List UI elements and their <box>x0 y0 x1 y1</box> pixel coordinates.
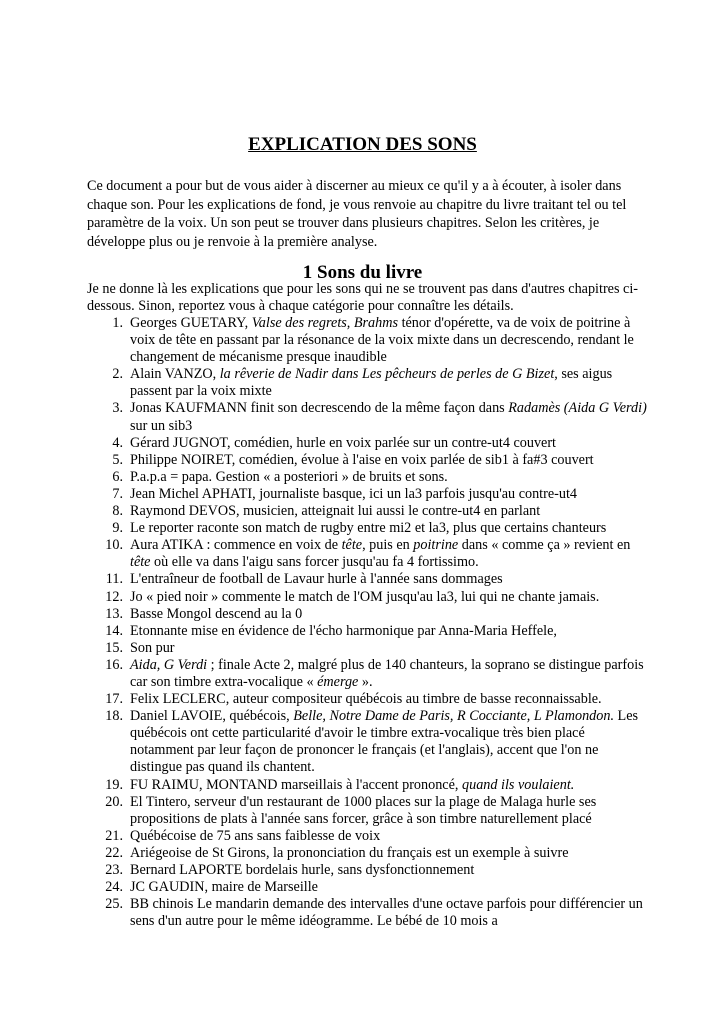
text-fragment: Etonnante mise en évidence de l'écho harmonique par Anna-Maria Heffele, <box>130 622 557 639</box>
text-fragment: Philippe NOIRET, comédien, évolue à l'aise en voix parlée de sib1 à fa#3 couvert <box>130 451 594 468</box>
text-fragment: Son pur <box>130 639 175 656</box>
text-fragment: Basse Mongol descend au la 0 <box>130 605 303 622</box>
italic-title-fragment: poitrine <box>413 537 459 554</box>
text-fragment: Jean Michel APHATI, journaliste basque, ici un la3 parfois jusqu'au contre-ut4 <box>130 485 577 502</box>
text-fragment: Québécoise de 75 ans sans faiblesse de voix <box>130 827 381 844</box>
section-heading: 1 Sons du livre <box>302 262 423 283</box>
text-fragment: Georges GUETARY, <box>130 315 252 331</box>
list-item-text <box>130 606 647 623</box>
list-item <box>87 708 647 776</box>
italic-title-fragment: la rêverie de Nadir dans Les pêcheurs de perles de G Bizet <box>219 366 555 383</box>
list-item <box>87 777 647 794</box>
text-fragment: , puis en <box>362 537 414 554</box>
list-item-number: 9. <box>112 520 123 537</box>
italic-title-fragment: Belle, Notre Dame de Paris, R Cocciante, L Plamondon. <box>293 708 614 725</box>
text-fragment: FU RAIMU, MONTAND marseillais à l'accent prononcé, <box>130 776 462 793</box>
list-item-number: 10. <box>105 537 123 554</box>
list-item-text <box>130 315 647 366</box>
list-item-text <box>130 691 647 708</box>
list-item-number: 4. <box>112 434 123 451</box>
list-item-text <box>130 862 647 879</box>
list-item <box>87 640 647 657</box>
list-item-number: 17. <box>105 691 123 708</box>
list-item-number: 2. <box>112 366 123 383</box>
text-fragment: Ariégeoise de St Girons, la prononciation du français est un exemple à suivre <box>130 844 569 861</box>
text-fragment: Bernard LAPORTE bordelais hurle, sans dysfonctionnement <box>130 862 475 878</box>
list-item-text <box>130 879 647 896</box>
intro-paragraph: Ce document a pour but de vous aider à discerner au mieux ce qu'il y a à écouter, à isoler dans chaque son. Pour les explications de fond, je vous renvoie au chapitre du livre traitant tel ou tel paramètre de la voix. Un son peut se trouver dans plusieurs chapitres. Selon les critères, je développe plus ou je renvoie à la première analyse. <box>87 178 627 250</box>
list-item <box>87 486 647 503</box>
list-item-number: 1. <box>112 315 123 331</box>
list-item-number: 16. <box>105 656 123 673</box>
list-item-number: 14. <box>105 622 123 639</box>
list-item <box>87 503 647 520</box>
list-item-text <box>130 708 647 776</box>
list-item <box>87 469 647 486</box>
text-fragment: ténor d'opérette, va de voix de poitrine à voix de tête en passant par la résonance de la voix mixte dans un decrescendo, rendant le changement de mécanisme presque inaudible <box>130 315 634 366</box>
list-item-text <box>130 400 647 434</box>
list-item-text <box>130 845 647 862</box>
list-item-text <box>130 828 647 845</box>
list-item-number: 7. <box>112 485 123 502</box>
list-item <box>87 315 647 366</box>
text-fragment: Felix LECLERC, auteur compositeur québécois au timbre de basse reconnaissable. <box>130 691 602 708</box>
list-item <box>87 879 647 896</box>
list-item-number: 5. <box>112 451 123 468</box>
list-item-text <box>130 794 647 828</box>
list-item <box>87 691 647 708</box>
italic-title-fragment: quand ils voulaient. <box>462 776 575 793</box>
text-fragment: Gérard JUGNOT, comédien, hurle en voix parlée sur un contre-ut4 couvert <box>130 434 556 451</box>
text-fragment: sur un sib3 <box>130 417 193 434</box>
list-item-text <box>130 537 647 571</box>
list-item <box>87 794 647 828</box>
list-item-text <box>130 571 647 588</box>
list-item-text <box>130 366 647 400</box>
list-item-number: 13. <box>105 605 123 622</box>
list-item <box>87 862 647 879</box>
list-item <box>87 366 647 400</box>
list-item-number: 11. <box>105 571 123 588</box>
italic-title-fragment: Valse des regrets, Brahms <box>251 315 399 331</box>
document-title: EXPLICATION DES SONS <box>248 134 477 155</box>
list-item <box>87 845 647 862</box>
text-fragment: BB chinois Le mandarin demande des intervalles d'une octave parfois pour différencier un sens d'un autre pour le même idéogramme. Le bébé de 10 mois a <box>130 896 643 930</box>
list-item-number: 8. <box>112 503 123 520</box>
italic-title-fragment: Radamès (Aida G Verdi) <box>508 400 647 417</box>
italic-title-fragment: tête <box>130 554 151 571</box>
list-item <box>87 606 647 623</box>
list-item <box>87 452 647 469</box>
text-fragment: P.a.p.a = papa. Gestion « a posteriori » de bruits et sons. <box>130 468 448 485</box>
text-fragment: ; finale Acte 2, malgré plus de 140 chanteurs, la soprano se distingue parfois car son timbre extra-vocalique « <box>130 656 644 690</box>
list-item <box>87 400 647 434</box>
list-item <box>87 537 647 571</box>
text-fragment: ». <box>358 673 373 690</box>
text-fragment: Jo « pied noir » commente le match de l'OM jusqu'au la3, lui qui ne chante jamais. <box>130 588 600 605</box>
list-item-text <box>130 896 647 930</box>
text-fragment: JC GAUDIN, maire de Marseille <box>130 879 318 896</box>
list-item <box>87 623 647 640</box>
text-fragment: dans « comme ça » revient en <box>458 537 631 554</box>
section-intro: Je ne donne là les explications que pour les sons qui ne se trouvent pas dans d'autres chapitres ci-dessous. Sinon, reportez vous à chaque catégorie pour connaître les détails. <box>87 281 638 315</box>
list-item-text <box>130 435 647 452</box>
list-item-number: 18. <box>105 708 123 725</box>
text-fragment: El Tintero, serveur d'un restaurant de 1000 places sur la plage de Malaga hurle ses propositions de plats à l'année sans forcer, grâce à son timbre naturellement placé <box>130 793 597 827</box>
text-fragment: Alain VANZO, <box>130 366 220 383</box>
list-item-text <box>130 503 647 520</box>
list-item <box>87 571 647 588</box>
list-item-number: 19. <box>105 776 123 793</box>
text-fragment: Les québécois ont cette particularité d'avoir le timbre extra-vocalique très bien placé notamment par leur façon de prononcer le français (et l'anglais), accent que l'on ne distingue pas quand ils chantent. <box>130 708 639 776</box>
list-item-number: 3. <box>112 400 123 417</box>
list-item-number: 23. <box>105 862 123 878</box>
text-fragment: Le reporter raconte son match de rugby entre mi2 et la3, plus que certains chanteurs <box>130 520 607 537</box>
text-fragment: Daniel LAVOIE, québécois, <box>130 708 294 725</box>
list-item-number: 15. <box>105 639 123 656</box>
list-item <box>87 589 647 606</box>
italic-title-fragment: Aida, G Verdi <box>130 656 208 673</box>
sound-list <box>87 315 647 930</box>
list-item <box>87 657 647 691</box>
text-fragment: , ses aigus passent par la voix mixte <box>130 366 613 400</box>
list-item <box>87 896 647 930</box>
list-item-number: 22. <box>105 844 123 861</box>
list-item-text <box>130 657 647 691</box>
list-item <box>87 435 647 452</box>
italic-title-fragment: tête <box>341 537 363 554</box>
italic-title-fragment: émerge <box>317 673 359 690</box>
text-fragment: L'entraîneur de football de Lavaur hurle à l'année sans dommages <box>130 571 503 588</box>
text-fragment: Aura ATIKA : commence en voix de <box>130 537 342 554</box>
list-item-text <box>130 589 647 606</box>
list-item <box>87 828 647 845</box>
list-item-text <box>130 520 647 537</box>
list-item-text <box>130 623 647 640</box>
text-fragment: Jonas KAUFMANN finit son decrescendo de la même façon dans <box>130 400 509 417</box>
list-item-text <box>130 486 647 503</box>
text-fragment: où elle va dans l'aigu sans forcer jusqu'au fa 4 fortissimo. <box>150 554 479 571</box>
list-item-text <box>130 452 647 469</box>
list-item-text <box>130 469 647 486</box>
list-item-text <box>130 777 647 794</box>
list-item-number: 24. <box>105 879 123 896</box>
list-item-text <box>130 640 647 657</box>
list-item-number: 21. <box>105 827 123 844</box>
list-item-number: 12. <box>105 588 123 605</box>
list-item-number: 6. <box>112 468 123 485</box>
list-item-number: 25. <box>105 896 123 913</box>
list-item <box>87 520 647 537</box>
list-item-number: 20. <box>105 793 123 810</box>
text-fragment: Raymond DEVOS, musicien, atteignait lui aussi le contre-ut4 en parlant <box>130 503 541 520</box>
